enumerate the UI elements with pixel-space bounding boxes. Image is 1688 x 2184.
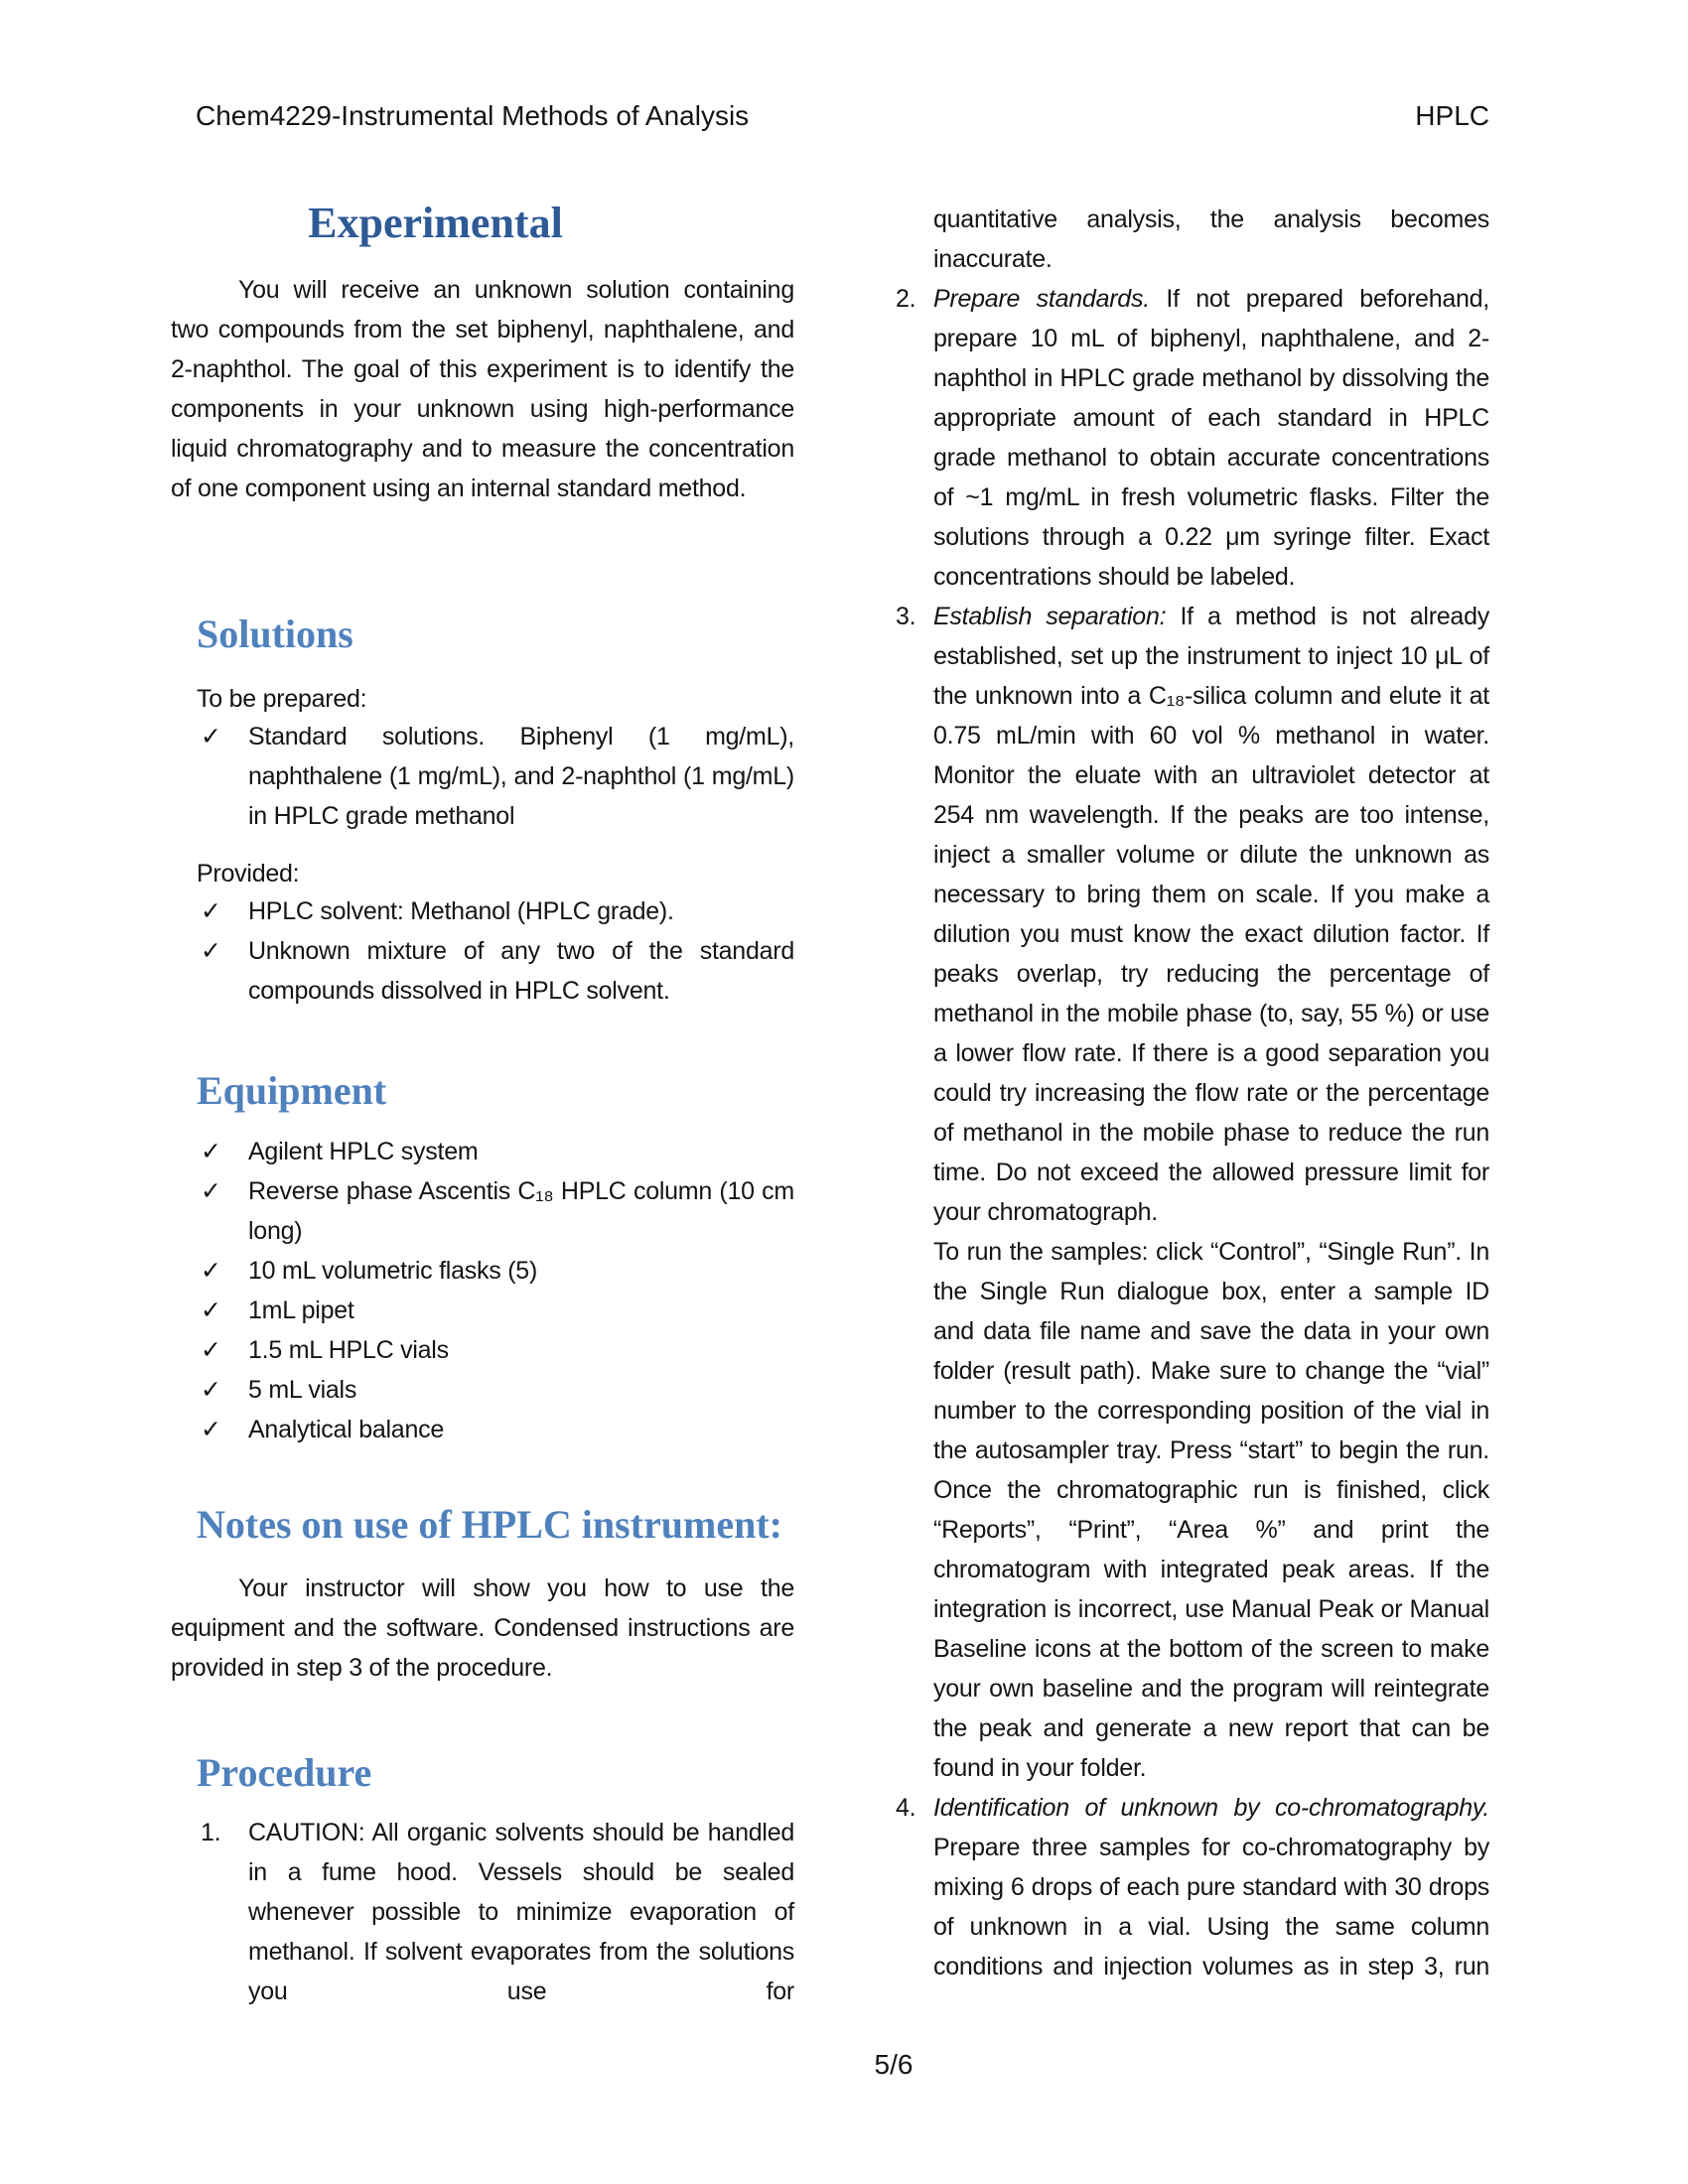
equipment-list [171,1132,794,1449]
experimental-paragraph: You will receive an unknown solution containing two compounds from the set biphenyl, naphthalene, and 2-naphthol. The goal of this experiment is to identify the components in your unknown using high-performance liquid chromatography and to measure the concentration of one component using an internal standard method. [171,276,794,502]
section-heading-solutions: Solutions [197,612,353,656]
header-topic-label: HPLC [1415,100,1489,131]
procedure-item-2 [866,279,1489,597]
section-heading-experimental: Experimental [308,199,563,247]
list-item [171,1171,794,1251]
procedure-item-number: 2. [896,285,916,313]
list-item [171,1251,794,1291]
procedure-item-lead: Establish separation: [933,603,1167,630]
list-item-text: Analytical balance [248,1416,445,1443]
list-item [171,1370,794,1410]
list-item-text: 10 mL volumetric flasks (5) [248,1257,538,1285]
list-item [171,717,794,836]
procedure-item-number: 4. [896,1794,916,1822]
check-icon: ✓ [201,1376,221,1404]
list-item [171,1330,794,1370]
to-be-prepared-label: To be prepared: [197,685,367,713]
procedure-item-1-continuation: quantitative analysis, the analysis becomes inaccurate. [933,205,1489,273]
check-icon: ✓ [201,723,221,751]
section-heading-equipment: Equipment [197,1068,387,1113]
procedure-item-4 [866,1788,1489,1986]
provided-label: Provided: [197,860,300,887]
notes-paragraph: Your instructor will show you how to use the equipment and the software. Condensed instructions are provided in step 3 of the procedure. [171,1574,794,1682]
check-icon: ✓ [201,1416,221,1443]
procedure-item-number: 1. [201,1819,221,1846]
header-course-title: Chem4229-Instrumental Methods of Analysis [196,100,750,131]
check-icon: ✓ [201,1297,221,1324]
procedure-item-lead: Prepare standards. [933,285,1150,313]
list-item [171,1291,794,1330]
page-number: 5/6 [874,2049,914,2080]
list-item-text: Reverse phase Ascentis C₁₈ HPLC column (10 cm long) [248,1177,794,1245]
procedure-item-text: If not prepared beforehand, prepare 10 mL of biphenyl, naphthalene, and 2-naphthol in HPLC grade methanol by dissolving the appropriate amount of each standard in HPLC grade methanol to obtain accurate concentrations of ~1 mg/mL in fresh volumetric flasks. Filter the solutions through a 0.22 μm syringe filter. Exact concentrations should be labeled. [933,285,1490,591]
procedure-item-lead: Identification of unknown by co-chromatography. [933,1794,1489,1822]
list-item-text: HPLC solvent: Methanol (HPLC grade). [248,897,674,925]
check-icon: ✓ [201,1177,221,1205]
list-item-text: Standard solutions. Biphenyl (1 mg/mL), naphthalene (1 mg/mL), and 2-naphthol (1 mg/mL) in HPLC grade methanol [248,723,794,830]
procedure-item-text: Prepare three samples for co-chromatography by mixing 6 drops of each pure standard with 30 drops of unknown in a vial. Using the same column conditions and injection volumes as in step 3, run [933,1834,1489,1980]
list-item-text: Agilent HPLC system [248,1138,479,1165]
procedure-item-text: If a method is not already established, set up the instrument to inject 10 μL of the unknown into a C₁₈-silica column and elute it at 0.75 mL/min with 60 vol % methanol in water. Monitor the eluate with an ultraviolet detector at 254 nm wavelength. If the peaks are too intense, inject a smaller volume or dilute the unknown as necessary to bring them on scale. If you make a dilution you must know the exact dilution factor. If peaks overlap, try reducing the percentage of methanol in the mobile phase (to, say, 55 %) or use a lower flow rate. If there is a good separation you could try increasing the flow rate or the percentage of methanol in the mobile phase to reduce the run time. Do not exceed the allowed pressure limit for your chromatograph. [933,603,1489,1226]
procedure-item-number: 3. [896,603,916,630]
list-item [171,891,794,931]
section-heading-notes: Notes on use of HPLC instrument: [197,1502,782,1547]
procedure-item-3 [866,597,1489,1232]
provided-items-list [171,891,794,1011]
list-item-text: Unknown mixture of any two of the standard compounds dissolved in HPLC solvent. [248,937,794,1005]
list-item-text: 1.5 mL HPLC vials [248,1336,449,1364]
procedure-item-text: CAUTION: All organic solvents should be handled in a fume hood. Vessels should be sealed whenever possible to minimize evaporation of methanol. If solvent evaporates from the solutions you use for [248,1819,794,2005]
prepared-items-list [171,717,794,836]
procedure-item-1 [171,1813,794,2011]
list-item [171,931,794,1011]
procedure-item-3-paragraph-2: To run the samples: click “Control”, “Single Run”. In the Single Run dialogue box, enter a sample ID and data file name and save the data in your own folder (result path). Make sure to change the “vial” number to the corresponding position of the vial in the autosampler tray. Press “start” to begin the run. Once the chromatographic run is finished, click “Reports”, “Print”, “Area %” and print the chromatogram with integrated peak areas. If the integration is incorrect, use Manual Peak or Manual Baseline icons at the bottom of the screen to make your own baseline and the program will reintegrate the peak and generate a new report that can be found in your folder. [933,1238,1489,1782]
check-icon: ✓ [201,1257,221,1285]
check-icon: ✓ [201,1138,221,1165]
check-icon: ✓ [201,937,221,965]
list-item [171,1132,794,1171]
list-item [171,1410,794,1449]
section-heading-procedure: Procedure [197,1750,372,1795]
list-item-text: 5 mL vials [248,1376,357,1404]
check-icon: ✓ [201,897,221,925]
check-icon: ✓ [201,1336,221,1364]
list-item-text: 1mL pipet [248,1297,354,1324]
